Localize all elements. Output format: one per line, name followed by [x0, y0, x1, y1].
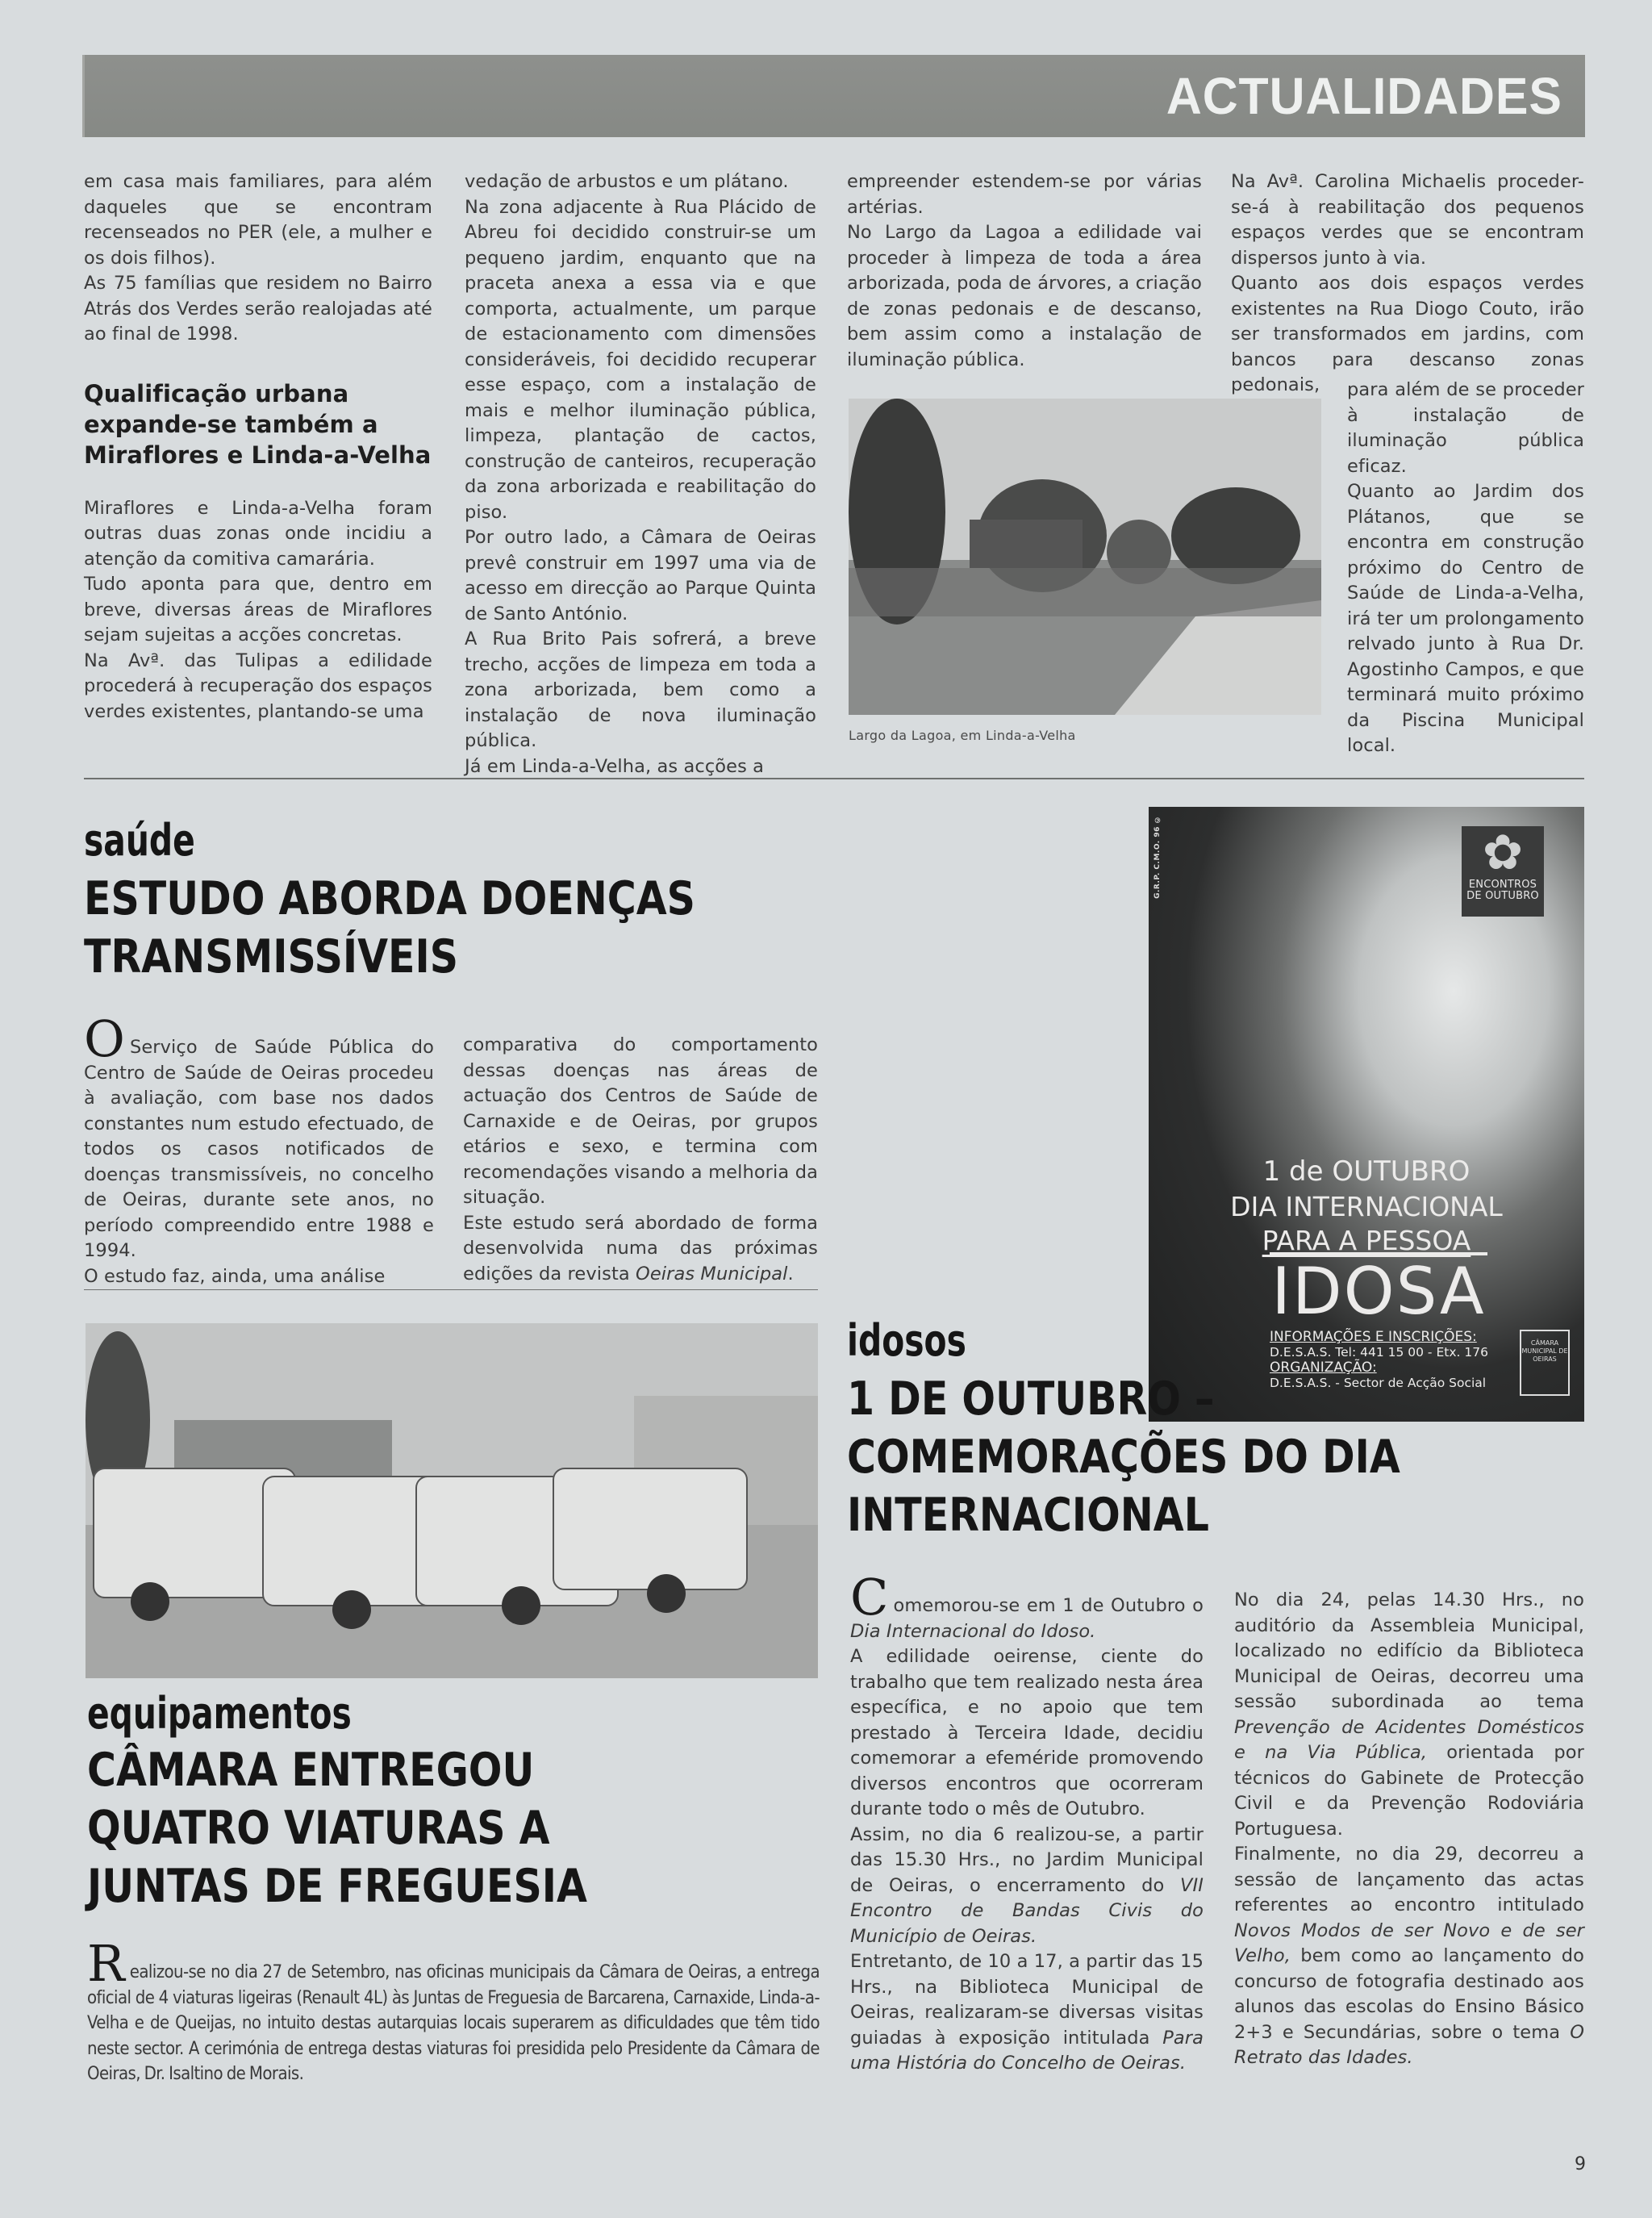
poster-line-4: IDOSA — [1270, 1252, 1487, 1328]
equip-headline-line-3: JUNTAS DE FREGUESIA — [87, 1860, 587, 1913]
idosos-col-2 — [1234, 1588, 1584, 2071]
paragraph: Assim, no dia 6 realizou-se, a partir das 15.30 Hrs., no Jardim Municipal de Oeiras, o encerramento do VII Encontro de Bandas Civis do Município de Oeiras. — [850, 1823, 1204, 1947]
subheading: Qualificação urbana expande-se também a Miraflores e Linda-a-Velha — [84, 379, 432, 469]
urban-article-col-2 — [465, 169, 816, 779]
paragraph: As 75 famílias que residem no Bairro Atrás dos Verdes serão realojadas até ao final de 1998. — [84, 273, 432, 345]
saude-headline-line-2: TRANSMISSÍVEIS — [84, 930, 459, 984]
saude-col-1 — [84, 1009, 434, 1289]
encontros-de-outubro-logo: ✿ ENCONTROS DE OUTUBRO — [1462, 826, 1544, 917]
paragraph: Na zona adjacente à Rua Plácido de Abreu foi decidido construir-se um pequeno jardim, enquanto que na praceta anexa a essa via e que comporta, actualmente, um parque de estacionamento com dimensões consideráveis, foi decidido recuperar esse espaço, com a instalação de mais e melhor iluminação pública, limpeza, plantação de cactos, construção de canteiros, recuperação da zona arborizada e reabilitação do piso. — [465, 196, 816, 523]
poster-line-2: DIA INTERNACIONAL — [1230, 1191, 1503, 1222]
section-header-band — [82, 55, 1585, 137]
paragraph: ealizou-se no dia 27 de Setembro, nas oficinas municipais da Câmara de Oeiras, a entrega oficial de 4 viaturas ligeiras (Renault 4L) às Juntas de Freguesia de Barcarena, Carnaxide, Linda-a-Velha e de Queijas, no intuito destas autarquias locais superarem as dificuldades que têm tido neste sector. A cerimónia de entrega destas viaturas foi presidida pelo Presidente da Câmara de Oeiras, Dr. Isaltino de Morais. — [87, 1962, 820, 2084]
paragraph: A edilidade oeirense, ciente do trabalho que tem realizado nesta área específica, e no apoio que tem prestado à Terceira Idade, decidiu comemorar a efeméride promovendo diversos encontros que ocorreram durante todo o mês de Outubro. — [850, 1646, 1204, 1819]
paragraph: Quanto ao Jardim dos Plátanos, que se encontra em construção próximo do Centro de Saúde de Linda-a-Velha, irá ter um prolongamento relvado junto à Rua Dr. Agostinho Campos, e que terminará muito próximo da Piscina Municipal local. — [1347, 481, 1584, 756]
paragraph: vedação de arbustos e um plátano. — [465, 171, 789, 192]
poster-dia-internacional-idosa — [1149, 807, 1584, 1422]
paragraph: A Rua Brito Pais sofrerá, a breve trecho, acções de limpeza em toda a zona arborizada, bem como a instalação de nova iluminação pública. — [465, 629, 816, 751]
poster-line-3: PARA A PESSOA — [1262, 1225, 1471, 1256]
photo-caption: Largo da Lagoa, em Linda-a-Velha — [849, 728, 1076, 743]
poster-date: 1 de OUTUBRO — [1262, 1155, 1471, 1188]
idosos-col-1: Comemorou-se em 1 de Outubro o Dia Internacional do Idoso. A edilidade oeirense, ciente do trabalho que tem realizado nesta área específica, e no apoio que tem prestado à Terceira Idade, decidiu comemorar a efeméride promovendo diversos encontros que ocorreram durante todo o mês de Outubro. Assim, no dia 6 realizou-se, a partir das 15.30 Hrs., no Jardim Municipal de Oeiras, o encerramento do VII Encontro de Bandas Civis do Município de Oeiras. Entretanto, de 10 a 17, a partir das 15 Hrs., na Biblioteca Municipal de Oeiras, realizaram-se diversas visitas guiadas à exposição intitulada Para uma História do Concelho de Oeiras. — [850, 1581, 1204, 2077]
saude-col-2 — [463, 1033, 818, 1287]
park-scene-image — [849, 399, 1321, 715]
paragraph: Na Avª. Carolina Michaelis proceder-se-á à reabilitação dos pequenos espaços verdes que se encontram dispersos junto à via. — [1231, 171, 1584, 269]
saude-kicker: saúde — [84, 815, 195, 866]
dropcap: C — [850, 1568, 889, 1627]
paragraph: Já em Linda-a-Velha, as acções a — [465, 755, 765, 777]
paragraph: O estudo faz, ainda, uma análise — [84, 1265, 386, 1287]
poster-credit: G.R.P. C.M.O. 96 © — [1153, 815, 1162, 899]
section-title: ACTUALIDADES — [1166, 67, 1562, 125]
paragraph: Na Avª. das Tulipas a edilidade procederá à recuperação dos espaços verdes existentes, plantando-se uma — [84, 650, 432, 722]
paragraph: empreender estendem-se por várias artérias. — [847, 171, 1202, 218]
urban-article-col-4b — [1347, 378, 1584, 759]
idosos-kicker: idosos — [847, 1315, 966, 1366]
equip-kicker: equipamentos — [87, 1688, 352, 1739]
paragraph: Este estudo será abordado de forma desenvolvida numa das próximas edições da revista Oeiras Municipal. — [463, 1212, 818, 1284]
paragraph: Por outro lado, a Câmara de Oeiras prevê construir em 1997 uma via de acesso em direcção ao Parque Quinta de Santo António. — [465, 527, 816, 624]
photo-largo-da-lagoa — [849, 399, 1321, 715]
paragraph: Miraflores e Linda-a-Velha foram outras duas zonas onde incidiu a atenção da comitiva camarária. — [84, 497, 432, 570]
poster-info: INFORMAÇÕES E INSCRIÇÕES: D.E.S.A.S. Tel: 441 15 00 - Etx. 176 ORGANIZAÇÃO: D.E.S.A.S. - Sector de Acção Social — [1270, 1329, 1488, 1390]
paragraph: Quanto aos dois espaços verdes existentes na Rua Diogo Couto, irão ser transformados em jardins, com bancos para descanso zonas pedonais, — [1231, 273, 1584, 395]
equip-headline-line-1: CÂMARA ENTREGOU — [87, 1744, 535, 1797]
cars-image — [86, 1323, 818, 1678]
camara-municipal-crest-icon: CÂMARA MUNICIPAL DE OEIRAS — [1520, 1330, 1570, 1396]
idosos-headline-line-3: INTERNACIONAL — [847, 1489, 1209, 1542]
paragraph: em casa mais familiares, para além daqueles que se encontram recenseados no PER (ele, a mulher e os dois filhos). — [84, 171, 432, 269]
paragraph: comparativa do comportamento dessas doenças nas áreas de actuação dos Centros de Saúde de Carnaxide e de Oeiras, por grupos etários e sexo, e termina com recomendações visando a melhoria da situação. — [463, 1034, 818, 1208]
urban-article-col-3 — [847, 169, 1202, 373]
paragraph: Tudo aponta para que, dentro em breve, diversas áreas de Miraflores sejam sujeitas a acções concretas. — [84, 574, 432, 645]
equip-headline-line-2: QUATRO VIATURAS A — [87, 1802, 550, 1855]
idosos-headline-line-1: 1 DE OUTUBRO – — [847, 1372, 1215, 1426]
dropcap: O — [84, 1009, 125, 1068]
urban-article-col-1 — [84, 169, 432, 725]
paragraph: Entretanto, de 10 a 17, a partir das 15 Hrs., na Biblioteca Municipal de Oeiras, realizaram-se diversas visitas guiadas à exposição intitulada Para uma História do Concelho de Oeiras. — [850, 1951, 1204, 2074]
idosos-headline-line-2: COMEMORAÇÕES DO DIA — [847, 1431, 1400, 1484]
paragraph: No Largo da Lagoa a edilidade vai proceder à limpeza de toda a área arborizada, poda de árvores, a criação de zonas pedonais e de descanso, bem assim como a instalação de iluminação pública. — [847, 222, 1202, 370]
urban-article-col-4a — [1231, 169, 1584, 399]
paragraph: para além de se proceder à instalação de iluminação pública eficaz. — [1347, 379, 1584, 477]
paragraph: Serviço de Saúde Pública do Centro de Saúde de Oeiras procedeu à avaliação, com base nos dados constantes num estudo efectuado, de todos os casos notificados de doenças transmissíveis, no concelho de Oeiras, durante sete anos, no período compreendido entre 1988 e 1994. — [84, 1037, 434, 1261]
paragraph: No dia 24, pelas 14.30 Hrs., no auditório da Assembleia Municipal, localizado no edifício da Biblioteca Municipal de Oeiras, decorreu uma sessão subordinada ao tema Prevenção de Acidentes Domésticos e na Via Pública, orientada por técnicos do Gabinete de Protecção Civil e da Prevenção Rodoviária Portuguesa. — [1234, 1589, 1584, 1840]
saude-headline-line-1: ESTUDO ABORDA DOENÇAS — [84, 872, 695, 925]
section-divider — [84, 778, 1584, 779]
photo-renault-4l-vehicles — [86, 1323, 818, 1678]
page-number: 9 — [1575, 2154, 1586, 2174]
paragraph: Finalmente, no dia 29, decorreu a sessão de lançamento das actas referentes ao encontro intitulado Novos Modos de ser Novo e de ser Velho, bem como ao lançamento do concurso de fotografia destinado aos alunos das escolas do Ensino Básico 2+3 e Secundárias, sobre o tema O Retrato das Idades. — [1234, 1844, 1584, 2068]
dropcap: R — [87, 1934, 125, 1993]
leaf-icon: ✿ — [1482, 825, 1524, 881]
equip-body — [87, 1934, 820, 2087]
magazine-title: Oeiras Municipal — [636, 1263, 788, 1284]
article-divider — [84, 1289, 818, 1290]
